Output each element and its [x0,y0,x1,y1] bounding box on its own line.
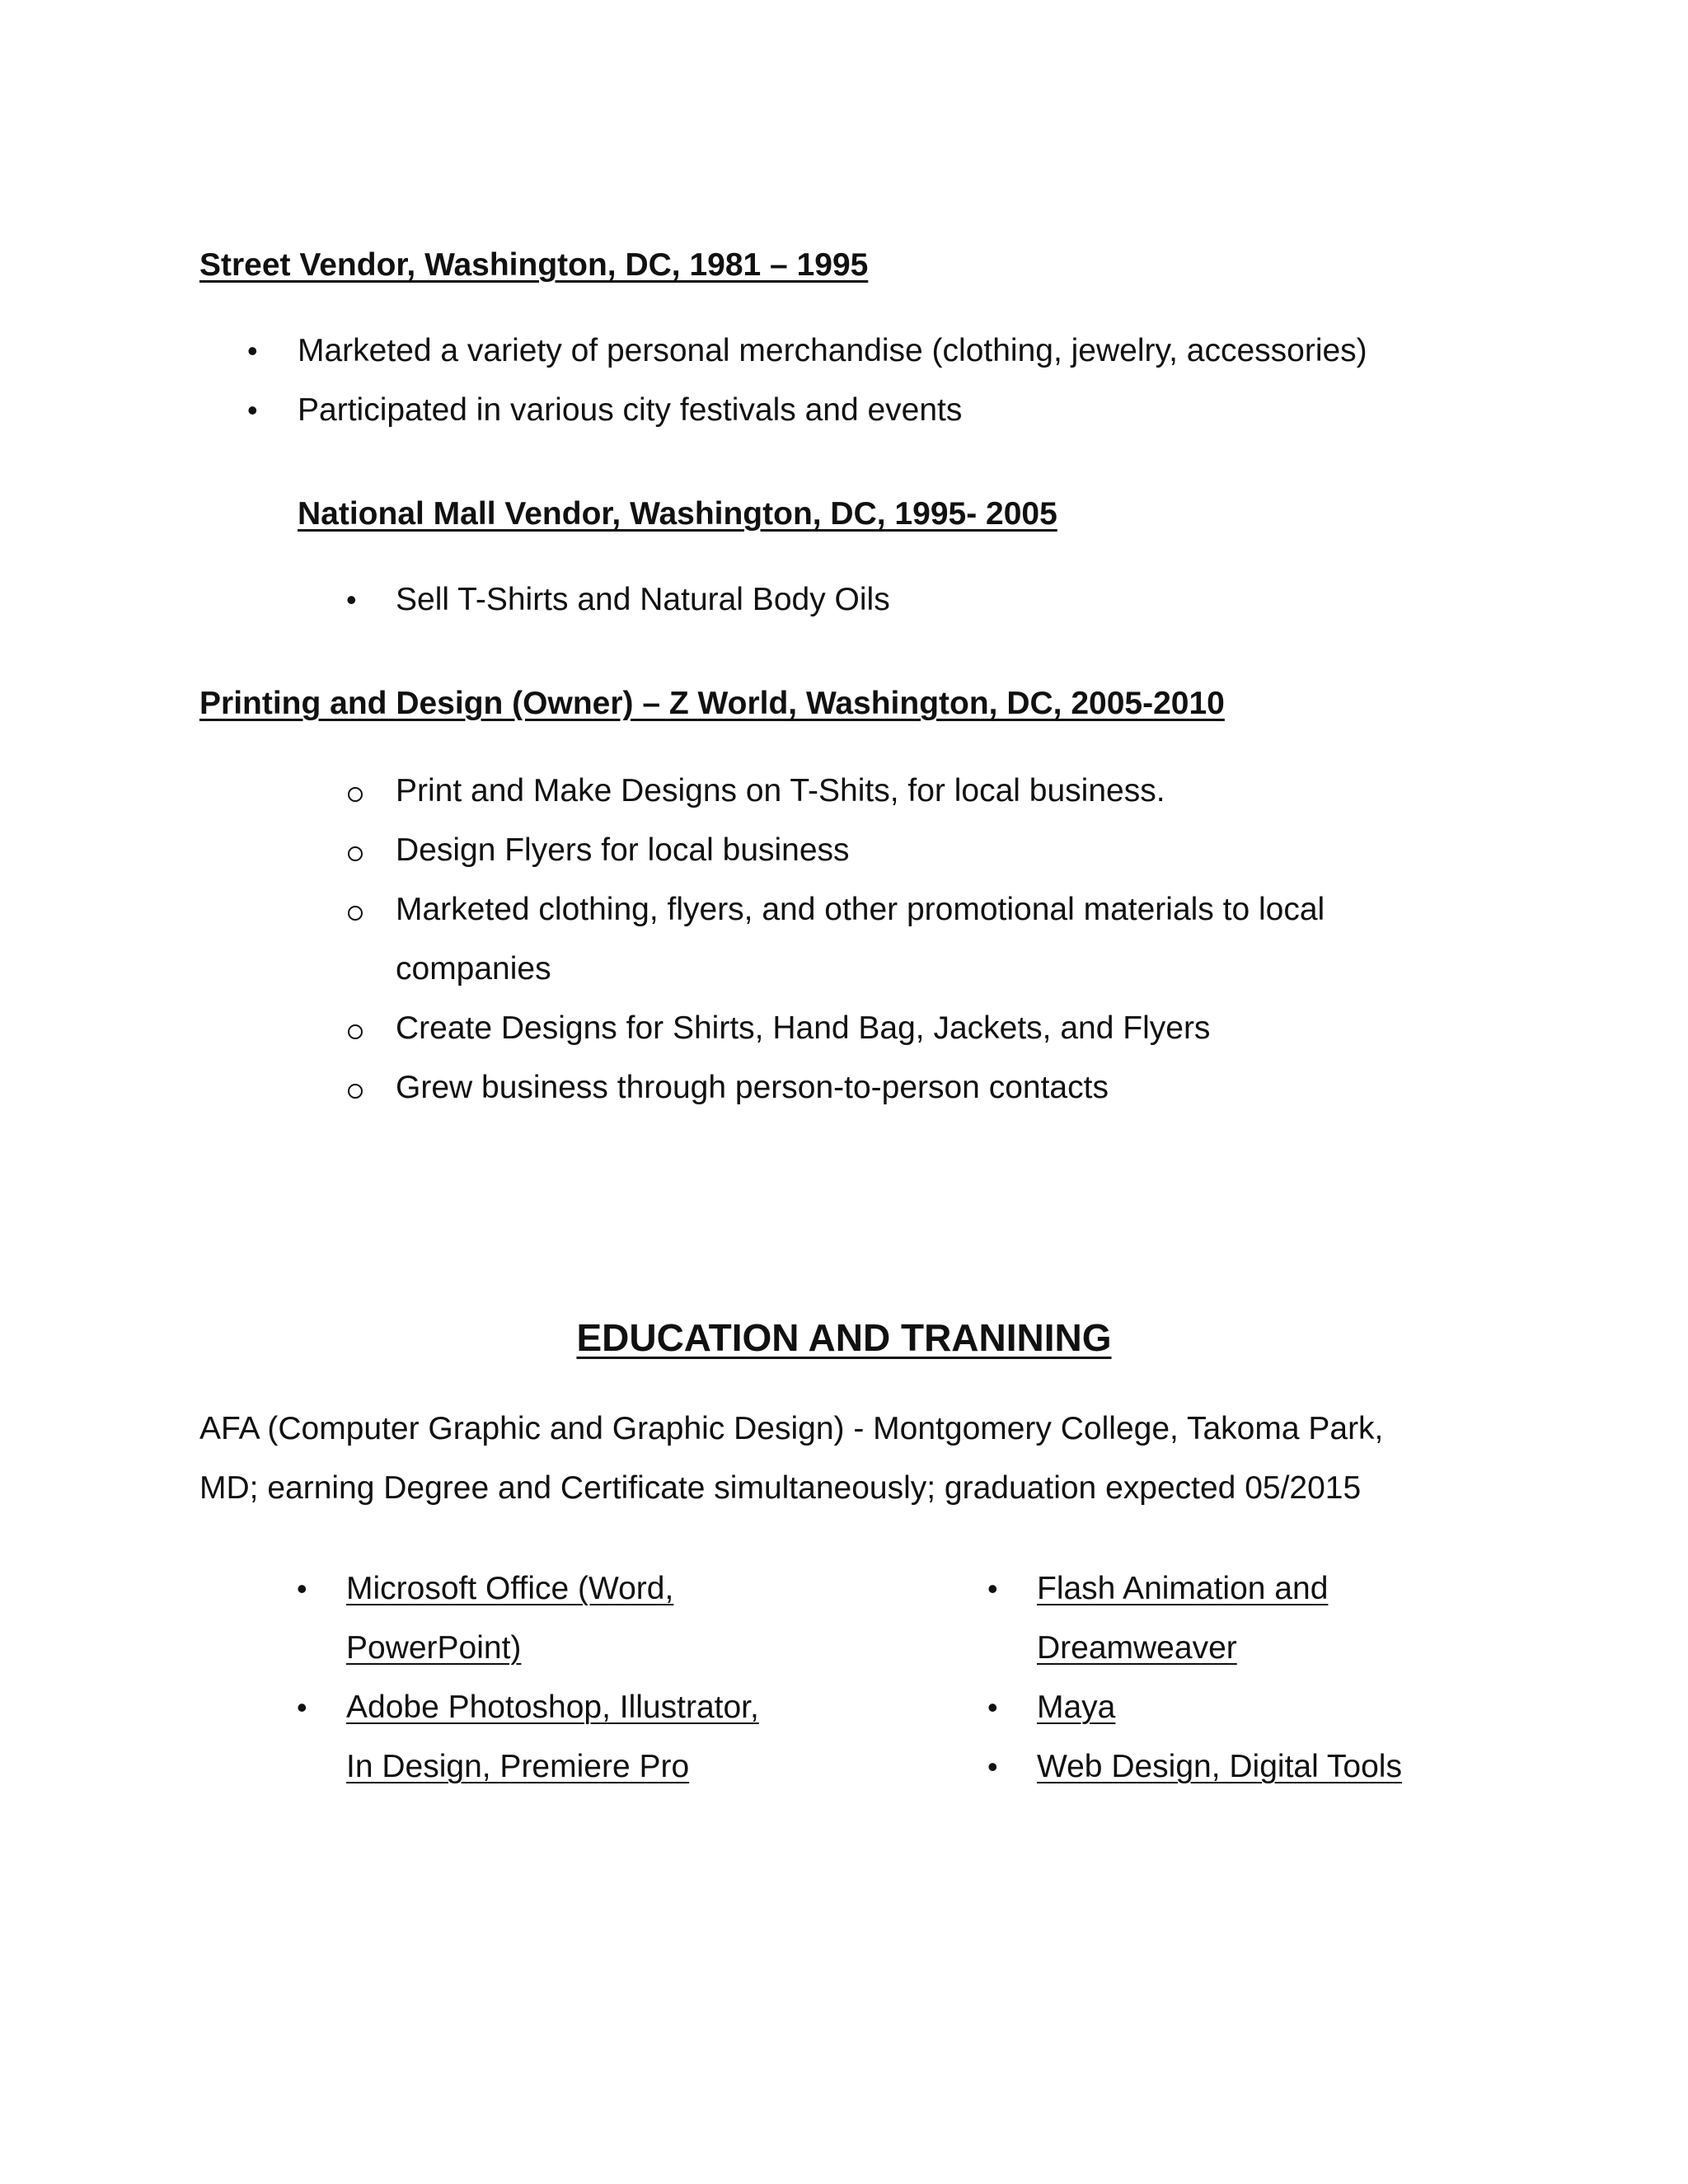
job-bullet-continuation: companies [396,951,551,987]
circle-bullet-icon [348,787,363,802]
skill-item: Maya [1037,1690,1116,1725]
skill-item: Adobe Photoshop, Illustrator, [346,1690,759,1725]
job-bullet: Grew business through person-to-person contacts [396,1070,1109,1105]
circle-bullet-icon [348,846,363,861]
bullet-icon: • [297,1572,307,1605]
skill-item: Web Design, Digital Tools [1037,1749,1402,1784]
job-title-printing-design: Printing and Design (Owner) – Z World, Washington, DC, 2005-2010 [199,686,1225,721]
skill-item: Flash Animation and [1037,1571,1329,1606]
skill-item-continuation: Dreamweaver [1037,1630,1237,1666]
job-bullet: Create Designs for Shirts, Hand Bag, Jackets, and Flyers [396,1010,1211,1046]
bullet-icon: • [346,583,357,616]
skill-item-continuation: In Design, Premiere Pro [346,1749,690,1784]
circle-bullet-icon [348,906,363,921]
bullet-icon: • [987,1572,998,1605]
bullet-icon: • [247,393,258,427]
education-section-title: EDUCATION AND TRANINING [576,1316,1112,1359]
bullet-icon: • [987,1690,998,1724]
job-bullet: Marketed clothing, flyers, and other promotional materials to local [396,892,1325,927]
skill-item-continuation: PowerPoint) [346,1630,522,1666]
education-line: AFA (Computer Graphic and Graphic Design) - Montgomery College, Takoma Park, [199,1411,1384,1446]
job-title-street-vendor: Street Vendor, Washington, DC, 1981 – 1995 [199,247,869,283]
job-bullet: Print and Make Designs on T-Shits, for local business. [396,773,1165,808]
job-title-national-mall-vendor: National Mall Vendor, Washington, DC, 1995- 2005 [298,496,1057,532]
bullet-icon: • [247,334,258,368]
circle-bullet-icon [348,1084,363,1099]
job-bullet: Participated in various city festivals and events [298,392,963,428]
education-line: MD; earning Degree and Certificate simultaneously; graduation expected 05/2015 [199,1470,1362,1506]
bullet-icon: • [987,1750,998,1783]
circle-bullet-icon [348,1024,363,1039]
job-bullet: Marketed a variety of personal merchandise (clothing, jewelry, accessories) [298,333,1367,368]
skill-item: Microsoft Office (Word, [346,1571,674,1606]
job-bullet: Sell T-Shirts and Natural Body Oils [396,582,890,617]
job-bullet: Design Flyers for local business [396,832,850,868]
bullet-icon: • [297,1690,307,1724]
